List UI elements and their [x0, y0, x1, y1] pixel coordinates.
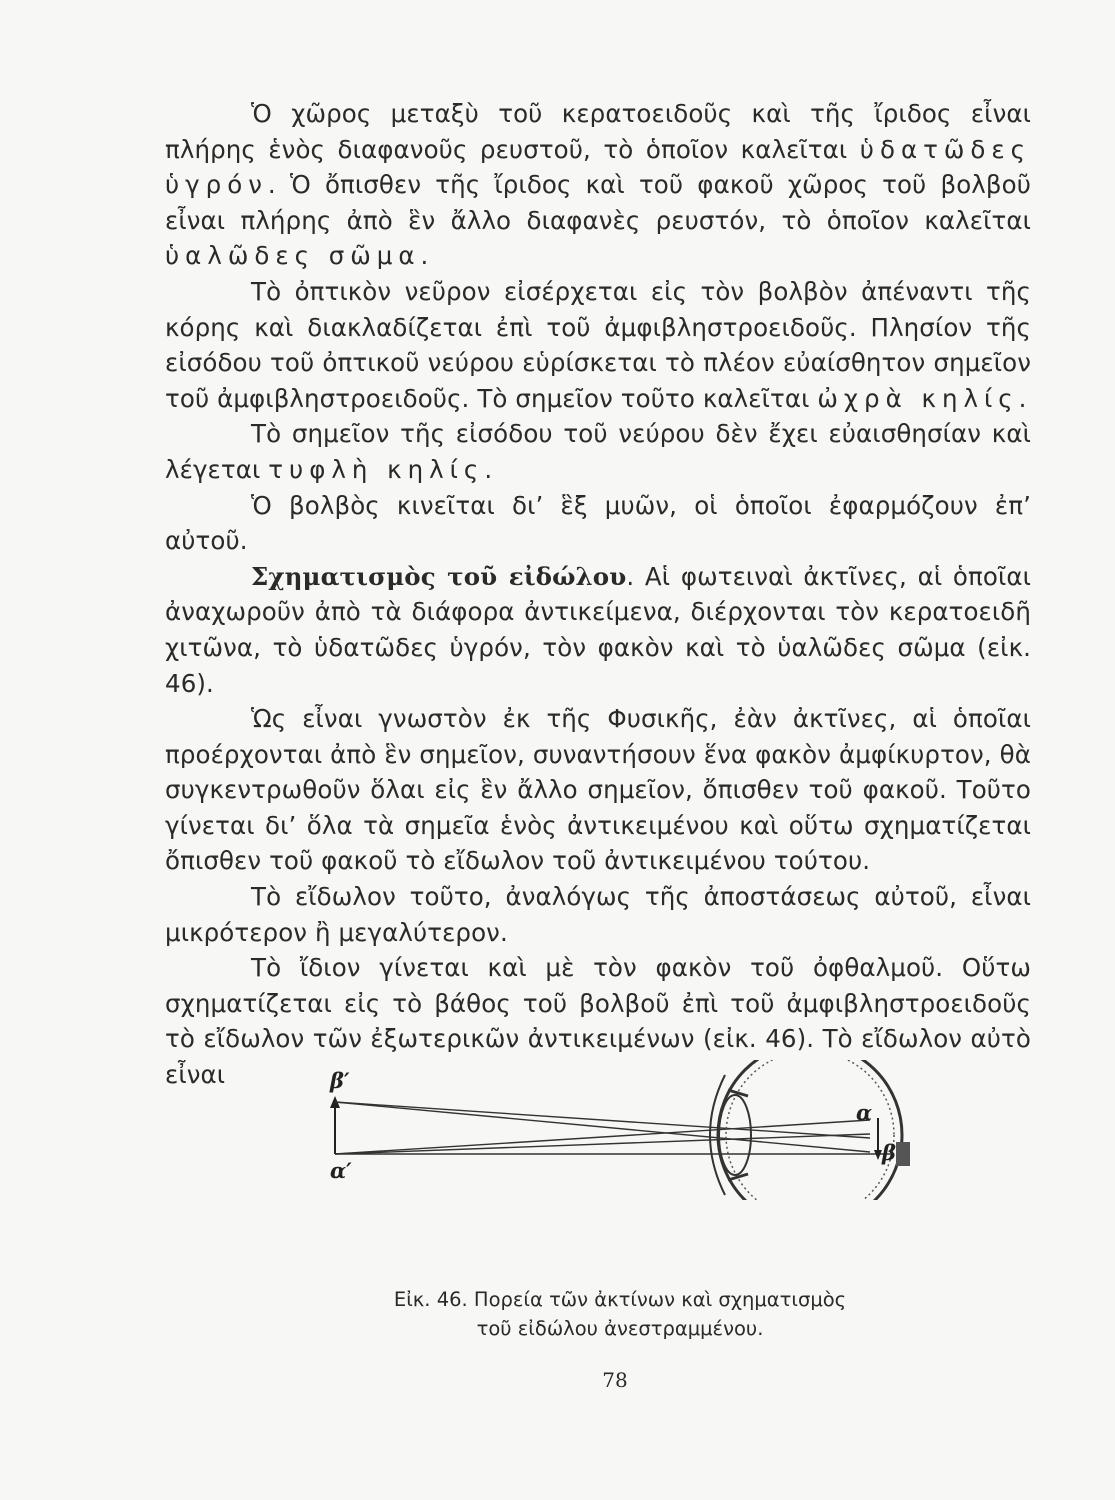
body-text	[165, 96, 1031, 1093]
text-run: Ὁ χῶρος μεταξὺ τοῦ κερατοειδοῦς καὶ τῆς ἴριδος εἶναι πλήρης ἑνὸς διαφανοῦς ρευστοῦ, τὸ ὁποῖον καλεῖται	[165, 99, 1031, 164]
text-run: Ὡς εἶναι γνωστὸν ἐκ τῆς Φυσικῆς, ἐὰν ἀκτῖνες, αἱ ὁποῖαι προέρχονται ἀπὸ ἓν σημεῖον, συναντήσουν ἕνα φακὸν ἀμφίκυρτον, θὰ συγκεντρωθοῦν ὅλαι εἰς ἓν ἄλλο σημεῖον, ὄπισθεν τοῦ φακοῦ. Τοῦτο γίνεται δι’ ὅλα τὰ σημεῖα ἑνὸς ἀντικειμένου καὶ οὕτω σχηματίζεται ὄπισθεν τοῦ φακοῦ τὸ εἴδωλον τοῦ ἀντικειμένου τούτου.	[165, 704, 1031, 876]
label-object-top: β′	[330, 1068, 350, 1093]
term-emphasis: ὑαλῶδες σῶμα	[165, 241, 421, 271]
text-run: .	[1018, 383, 1027, 413]
term-emphasis: ὑδατῶδες ὑγρόν	[165, 134, 1031, 200]
text-run: . Αἱ φωτειναὶ ἀκτῖνες, αἱ ὁποῖαι ἀναχωροῦν ἀπὸ τὰ διάφορα ἀντικείμενα, διέρχονται τὸν κερατοειδῆ χιτῶνα, τὸ ὑδατῶδες ὑγρόν, τὸν φακὸν καὶ τὸ ὑαλῶδες σῶμα (εἰκ. 46).	[165, 561, 1031, 698]
paragraph-p7	[165, 879, 1031, 950]
paragraph-p4	[165, 488, 1031, 559]
label-image-top: α	[856, 1100, 873, 1125]
paragraph-p2	[165, 274, 1031, 416]
page-number: 78	[602, 1368, 628, 1392]
ray-line	[335, 1100, 873, 1138]
eye-lens	[719, 1095, 751, 1175]
eye-ray-diagram	[300, 1060, 920, 1200]
text-run: . Ὁ ὄπισθεν τῆς ἴριδος καὶ τοῦ φακοῦ χῶρος τοῦ βολβοῦ εἶναι πλήρης ἀπὸ ἓν ἄλλο διαφανὲς ρευστόν, τὸ ὁποῖον καλεῖται	[165, 170, 1031, 235]
optic-nerve	[896, 1142, 910, 1166]
paragraph-p6	[165, 701, 1031, 879]
text-run: Τὸ εἴδωλον τοῦτο, ἀναλόγως τῆς ἀποστάσεως αὐτοῦ, εἶναι μικρότερον ἢ μεγαλύτερον.	[165, 882, 1031, 947]
section-heading: Σχηματισμὸς τοῦ εἰδώλου	[251, 561, 627, 591]
caption-line-2: τοῦ εἰδώλου ἀνεστραμμένου.	[476, 1317, 764, 1340]
paragraph-p1	[165, 96, 1031, 274]
eye-diagram-svg	[300, 1060, 920, 1200]
label-image-bottom: β	[882, 1140, 896, 1165]
text-run: Τὸ σημεῖον τῆς εἰσόδου τοῦ νεύρου δὲν ἔχει εὐαισθησίαν καὶ λέγεται	[165, 419, 1031, 484]
caption-line-1: Εἰκ. 46. Πορεία τῶν ἀκτίνων καὶ σχηματισμὸς	[393, 1288, 847, 1311]
image-arrowhead	[874, 1150, 882, 1160]
term-emphasis: τυφλὴ κηλίς	[268, 454, 485, 484]
figure-caption	[300, 1285, 940, 1343]
text-run: .	[420, 241, 429, 271]
text-run: Ὁ βολβὸς κινεῖται δι’ ἓξ μυῶν, οἱ ὁποῖοι ἐφαρμόζουν ἐπ’ αὐτοῦ.	[165, 490, 1031, 556]
term-emphasis: ὠχρὰ κηλίς	[817, 383, 1019, 413]
paragraph-p3	[165, 416, 1031, 487]
text-run: .	[484, 454, 493, 484]
text-run: Τὸ ὀπτικὸν νεῦρον εἰσέρχεται εἰς τὸν βολβὸν ἀπέναντι τῆς κόρης καὶ διακλαδίζεται ἐπὶ τοῦ ἀμφιβληστροειδοῦς. Πλησίον τῆς εἰσόδου τοῦ ὀπτικοῦ νεύρου εὑρίσκεται τὸ πλέον εὐαίσθητον σημεῖον τοῦ ἀμφιβληστροειδοῦς. Τὸ σημεῖον τοῦτο καλεῖται	[165, 276, 1031, 413]
label-object-bottom: α′	[330, 1158, 352, 1183]
text-run: Τὸ ἴδιον γίνεται καὶ μὲ τὸν φακὸν τοῦ ὀφθαλμοῦ. Οὕτω σχηματίζεται εἰς τὸ βάθος τοῦ βολβοῦ ἐπὶ τοῦ ἀμφιβληστροειδοῦς τὸ εἴδωλον τῶν ἐξωτερικῶν ἀντικειμένων (εἰκ. 46). Τὸ εἴδωλον αὐτὸ εἶναι	[165, 953, 1031, 1090]
paragraph-p5	[165, 559, 1031, 701]
